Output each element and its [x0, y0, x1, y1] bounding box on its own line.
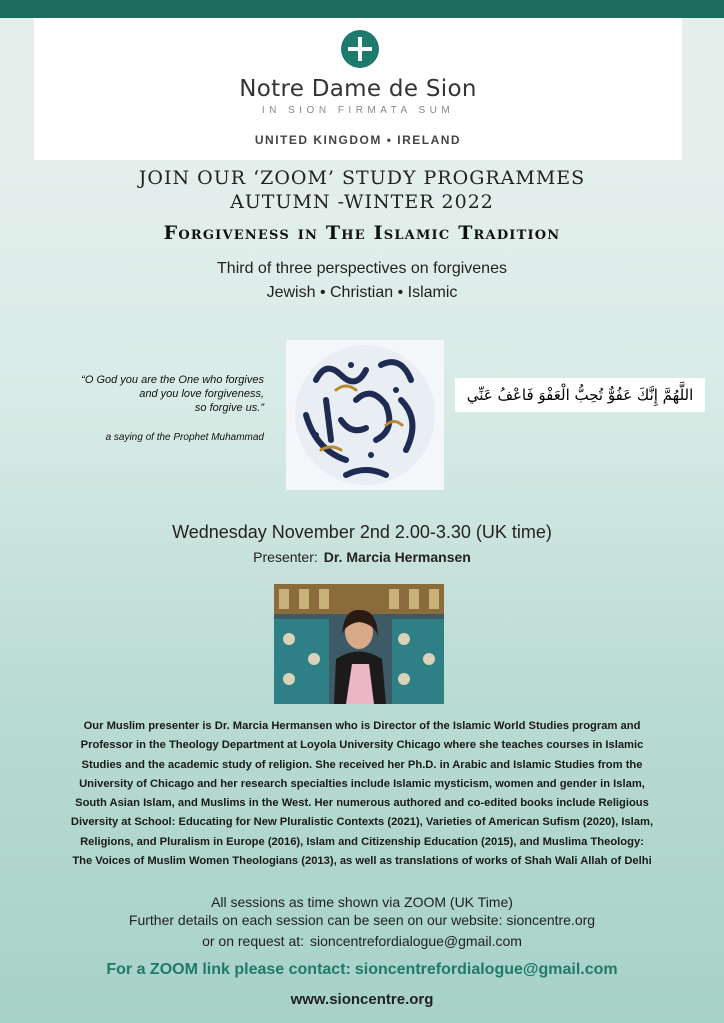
zoom-contact-email-link[interactable]: sioncentrefordialogue@gmail.com [354, 961, 618, 978]
motto: IN SION FIRMATA SUM [261, 105, 455, 116]
bio-line: South Asian Islam, and Muslims in the West. Her numerous authored and co-edited books include Religious [75, 797, 649, 810]
bio-line: Studies and the academic study of religion. She received her Ph.D. in Arabic and Islamic Studies from the [81, 758, 643, 771]
programme-title: JOIN OUR ‘ZOOM’ STUDY PROGRAMMES [138, 167, 586, 189]
org-name: Notre Dame de Sion [239, 76, 477, 102]
request-email-link[interactable]: sioncentrefordialogue@gmail.com [310, 933, 522, 949]
quote-line-2: and you love forgiveness, [139, 388, 264, 400]
zoom-contact-label: For a ZOOM link please contact: [106, 961, 351, 978]
bio-line: Professor in the Theology Department at Loyola University Chicago where she teaches courses in Islamic [80, 739, 644, 752]
session-topic-title: Forgiveness in The Islamic Tradition [163, 222, 561, 244]
website-link[interactable]: www.sioncentre.org [290, 991, 434, 1008]
header-panel [34, 18, 682, 160]
quote-line-1: “O God you are the One who forgives [81, 374, 264, 386]
request-line [0, 933, 724, 949]
bio-line: Our Muslim presenter is Dr. Marcia Hermansen who is Director of the Islamic World Studies program and [83, 720, 641, 732]
top-bar [0, 0, 724, 18]
region: UNITED KINGDOM • IRELAND [254, 133, 462, 147]
request-label: or on request at: [202, 933, 305, 949]
prophet-quote [34, 373, 264, 415]
website-details-note: Further details on each session can be seen on our website: sioncentre.org [128, 912, 596, 928]
bio-line: Religions, and Pluralism in Europe (2016), Islam and Citizenship Education (2015), and Muslima Theology: [80, 835, 644, 848]
arabic-supplication: اللَّهُمَّ إِنَّكَ عَفُوٌّ تُحِبُّ الْعَفْوَ فَاعْفُ عَنِّي [455, 378, 705, 412]
presenter-photo [274, 584, 444, 704]
presenter-name: Dr. Marcia Hermansen [323, 549, 471, 565]
bio-line: The Voices of Muslim Women Theologians (2013), as well as translations of works of Shah Wali Allah of Delhi [72, 855, 652, 868]
quote-attribution: a saying of the Prophet Muhammad [105, 432, 264, 443]
session-date-time: Wednesday November 2nd 2.00-3.30 (UK time) [172, 522, 552, 542]
sessions-note: All sessions as time shown via ZOOM (UK Time) [211, 894, 513, 910]
season-title: AUTUMN -WINTER 2022 [230, 191, 494, 213]
zoom-contact-line [0, 961, 724, 979]
arabic-calligraphy-image [286, 340, 444, 490]
presenter-bio [50, 717, 674, 871]
presenter-line [0, 549, 724, 565]
cross-circle-icon [341, 30, 379, 68]
quote-line-3: so forgive us.” [194, 402, 264, 414]
bio-line: Diversity at School: Educating for New Pluralistic Contexts (2021), Varieties of American Sufism (2020), Islam, [70, 816, 654, 829]
presenter-label: Presenter: [253, 549, 318, 565]
perspectives-line: Jewish • Christian • Islamic [266, 284, 458, 301]
bio-line: University of Chicago and her research specialties include Islamic mysticism, women and gender in Islam, [79, 777, 645, 790]
series-subtitle: Third of three perspectives on forgivenes [217, 260, 507, 277]
